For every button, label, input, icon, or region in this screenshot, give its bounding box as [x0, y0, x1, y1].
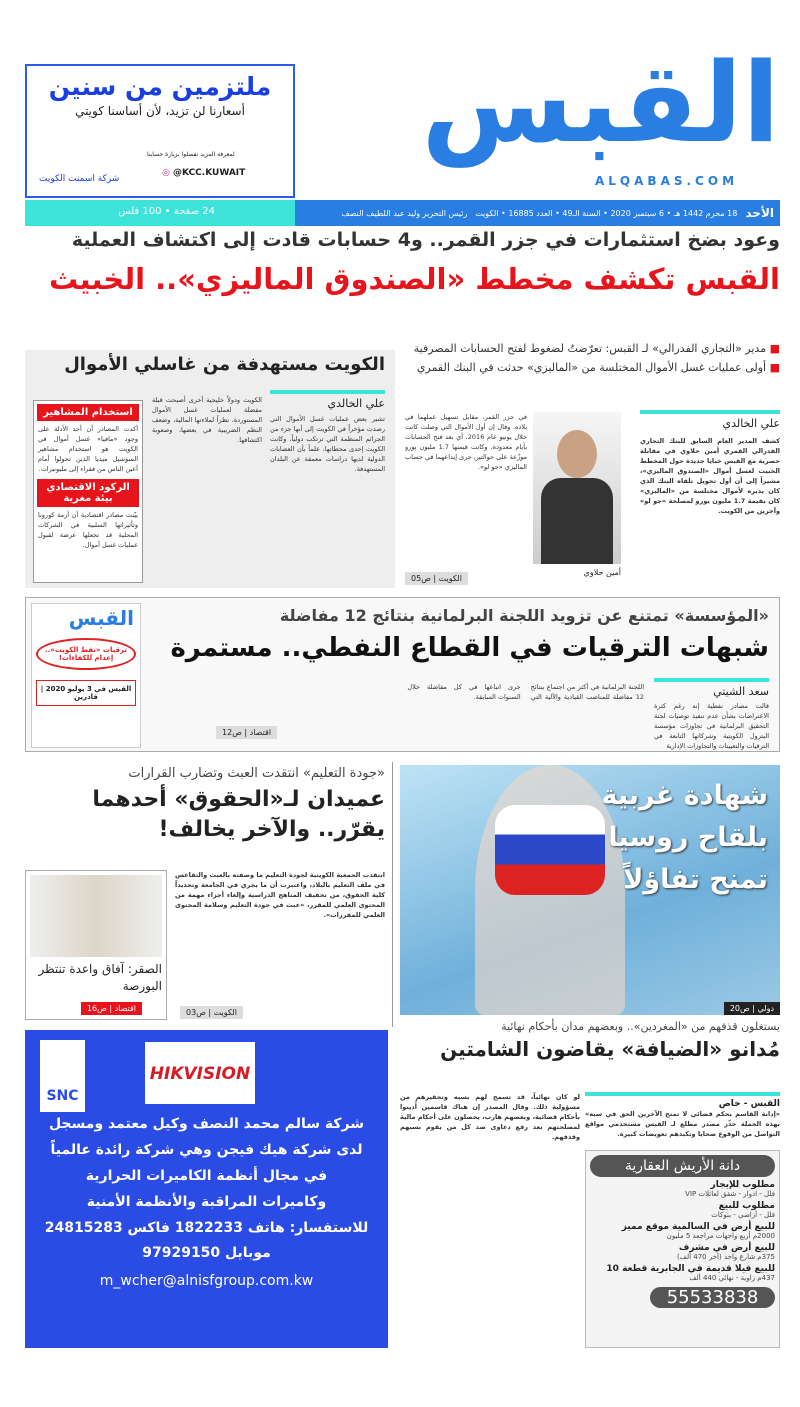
listing-title: للبيع أرض في السالمية موقع مميز — [621, 1222, 775, 1232]
lead-body: كشف المدير العام السابق للبنك التجاري الفدرالي القمري أمين حلاوي في مقابلة حصرية مع القبس خبايا جديدة حول المخطط الخبيث لغسل أموال «الصندوق الماليزي»، مشيراً إلى أن أول تحويل تلقاه البنك الذي كان يديره لأموال مختلسة من «الماليزي» كان بقيمة 1.7 مليون يورو لمصلحة «جو لو» وآخرين من الكويت. — [640, 437, 780, 516]
lead-author-block — [640, 410, 780, 586]
halawi-photo — [533, 412, 621, 564]
hosp-body-cont: لو كان نهائياً، قد تسمح لهم بسبه وتحقيرهم من مسؤولية ذلك. وقال المصدر إن هناك قاسمين أُدينوا بأحكام قضائية، وبعضهم هارب، يحصلون على أحكام مالية لمصلحتهم بعد رفع دعاوى ضد كل من يقوم بسبهم وقذفهم. — [400, 1093, 580, 1142]
oil-body: قالت مصادر نفطية إنه رغم كثرة الاعتراضات بشأن عدم تنفيذ توصيات لجنة التحقيق البرلمانية في تجاوزات مؤسسة البترول الكويتية وشركاتها التابعة في الترقيات والتعيينات والتجاوزات الإدارية — [654, 702, 769, 751]
dateline-bar — [295, 200, 780, 226]
lead-headlines — [25, 228, 780, 298]
edu-headline[interactable]: عميدان لـ«الحقوق» أحدهما يقرّر.. والآخر يخالف! — [92, 787, 385, 842]
listing-detail: فلل - أراضي - بنوكات — [711, 1211, 775, 1219]
ad-line: وكاميرات المراقبة والأنظمة الأمنية — [86, 1193, 327, 1210]
box-body: بيّنت مصادر اقتصادية أن أزمة كورونا وتأثيراتها السلبية في الشركات المحلية قد تجعلها عرضة لقبول عمليات غسل أموال. — [38, 511, 138, 550]
instagram-handle — [162, 168, 245, 178]
hosp-headline[interactable]: مُدانو «الضيافة» يقاضون الشامتين — [440, 1037, 780, 1061]
page-ref-tag[interactable]: دولي | ص20 — [724, 1002, 780, 1015]
ad-email[interactable]: m_wcher@alnisfgroup.com.kw — [99, 1273, 314, 1290]
issue-date: 18 محرم 1442 هـ • 6 سبتمبر 2020 • السنة الـ49 • العدد 16885 • الكويت — [475, 208, 738, 218]
lead-body-cont: في جزر القمر، مقابل تسهيل عملهما في بلاده. وقال إن أول الأموال التي وصلت كانت خلال يونيو عام 2016، أي بعد فتح الحسابات بأيام معدودة، وكانت قيمتها 1.7 مليون يورو موزّعة على حوالتين جرى إيداعهما في حساب الماليزي «جو لو». — [405, 413, 527, 472]
ad-line: شركة سالم محمد النصف وكيل معتمد ومسجل — [48, 1116, 365, 1132]
edu-headlines — [25, 766, 385, 844]
listing-detail: فلل - ادوار - شقق لعائلات VIP — [685, 1190, 775, 1198]
hosp-body: «إدانة القاسم بحكم قضائي لا تمنح الآخرين الحق في سبه» بهذه الجملة حذّر مصدر مطلع لـ القبس مستخدمي مواقع التواصل من الوقوع ضحايا وتكبدهم تعويضات كبيرة. — [585, 1110, 780, 1139]
side-boxes — [33, 400, 143, 583]
hosp-kicker[interactable]: يستغلون قذفهم من «المغردين».. وبعضهم مدان بأحكام نهائية — [501, 1020, 780, 1033]
russian-flag-mask — [495, 805, 605, 895]
oil-kicker[interactable]: «المؤسسة» تمتنع عن تزويد اللجنة البرلمانية بنتائج 12 مفاضلة — [279, 606, 769, 625]
snc-logo: SNC — [40, 1040, 85, 1112]
listing-detail: 2000م أربع واجهات مراجعة 5 مليون — [666, 1232, 775, 1240]
logo-text: القبس — [421, 39, 780, 167]
page-ref-tag[interactable]: اقتصاد | ص16 — [81, 1002, 142, 1015]
ad-note: لمعرفة المزيد تفضلوا بزيارة حسابنا — [147, 151, 235, 158]
snc-ad[interactable] — [25, 1030, 388, 1348]
masthead-logo[interactable] — [365, 39, 780, 198]
byline: سعد الشيتي — [654, 678, 769, 698]
site-url[interactable]: ALQABAS.COM — [595, 174, 739, 188]
byline: علي الخالدي — [640, 410, 780, 430]
listing-title: مطلوب للإيجار — [710, 1180, 775, 1190]
vaccine-headline[interactable] — [602, 775, 768, 901]
listing-title: للبيع فيلا قديمة في الجابرية قطعة 10 — [606, 1264, 775, 1274]
edu-kicker[interactable]: «جودة التعليم» انتقدت العبث وتضارب القرارات — [128, 766, 385, 781]
ad-subtitle: أسعارنا لن تزيد، لأن أساسنا كويتي — [75, 104, 245, 118]
thumb-caption: ترقيات «نفط الكويت».. إعدام للكفاءات! — [36, 638, 136, 670]
bullet-text: مدير «التجاري الفدرالي» لـ القبس: تعرّضتُ لضغوط لفتح الحسابات المصرفية — [413, 342, 767, 355]
listing-detail: 375م شارع واحد (أخر 470 ألف) — [676, 1253, 775, 1261]
side-body: تشير بعض عمليات غسل الأموال التي رصدت مؤخراً في الكويت إلى أنها جزء من الجرائم المنظمة التي ترتكب دولياً، وكانت الكويت إحدى محطاتها، علماً بأن العصابات الدولية لديها دراسات معمقة عن البلدان المستهدفة. — [270, 415, 385, 474]
bullet-text: أولى عمليات غسل الأموال المختلسة من «الماليزي» حدثت في البنك القمري — [416, 361, 767, 374]
instagram-icon: ◎ — [162, 168, 170, 178]
page-ref-tag[interactable]: الكويت | ص03 — [180, 1006, 243, 1019]
price-bar — [25, 200, 295, 226]
headline-line: شهادة غربية — [601, 780, 768, 811]
thumb-logo: القبس — [68, 606, 134, 630]
hosp-headlines — [400, 1020, 780, 1061]
ad-mobile: موبايل 97929150 — [142, 1245, 271, 1262]
classifieds-phone[interactable]: 55533838 — [650, 1287, 775, 1308]
box-caption[interactable]: الصقر: آفاق واعدة تنتظر البورصة — [38, 962, 162, 994]
byline: علي الخالدي — [270, 390, 385, 410]
ad-line: لدى شركة هيك فيجن وهي شركة رائدة عالمياً — [50, 1141, 363, 1158]
listing-title: مطلوب للبيع — [718, 1201, 775, 1211]
ad-company: شركة اسمنت الكويت — [39, 174, 120, 184]
side-body-cont: الكويت ودولاً خليجية أخرى أصبحت قبلة مفضلة لعمليات غسل الأموال المستوردة، نظراً لملاءتها المالية، وضعف النظم الضريبية في بعضها، وصعوبة اكتشافها. — [152, 396, 262, 445]
edu-body: انتقدت الجمعية الكويتية لجودة التعليم ما وصفته بالعبث والتقاعس في ملف التعليم بالبلاد، واعتبرت أن ما يجري في الجامعة وتحديداً كلية الحقوق، من تخفيف المناهج الدراسية وإلغاء أجزاء مهمة من المحتوى العلمي للمقرر، «عبث في جودة التعليم وسلامة المحتوى العلمي للمقررات». — [175, 871, 385, 920]
page-ref-tag[interactable]: اقتصاد | ص12 — [216, 726, 277, 739]
officials-photo — [30, 875, 162, 957]
instagram-text: @KCC.KUWAIT — [173, 168, 246, 178]
price: 24 صفحة • 100 فلس — [118, 206, 215, 217]
photo-caption: أمين حلاوي — [583, 568, 621, 577]
bullet-square-icon: ■ — [766, 361, 780, 374]
archive-thumbnail — [31, 603, 141, 748]
classifieds-ad[interactable] — [585, 1150, 780, 1348]
page-ref-tag[interactable]: الكويت | ص05 — [405, 572, 468, 585]
thumb-headline: القبس في 3 يوليو 2020 | قادرين — [36, 680, 136, 706]
ad-line: في مجال أنظمة الكاميرات الحرارية — [85, 1167, 328, 1184]
hosp-author-block — [585, 1092, 780, 1154]
vaccine-photo[interactable] — [400, 765, 780, 1015]
divider — [392, 762, 393, 1027]
box-body: أكدت المصادر أن أحد الأدلة على وجود «مافيا» غسل أموال في الكويت هو استخدام مشاهير السوشيل ميديا الذين تحولوا أمام أعين الناس من فقراء إلى مليونيرات. — [38, 425, 138, 474]
classifieds-title: دانة الأريش العقارية — [590, 1155, 775, 1177]
oil-story — [25, 597, 780, 752]
bullet — [400, 342, 780, 356]
lead-kicker[interactable]: وعود بضخ استثمارات في جزر القمر.. و4 حسابات قادت إلى اكتشاف العملية — [71, 229, 780, 251]
ad-title: ملتزمين من سنين — [48, 72, 272, 101]
cement-ad[interactable] — [25, 64, 295, 198]
side-headline[interactable]: الكويت مستهدفة من غاسلي الأموال — [64, 354, 385, 375]
bullet-square-icon: ■ — [766, 342, 780, 355]
hikvision-logo: HIKVISION — [145, 1042, 255, 1104]
box-title: الركود الاقتصادي بيئة مغرية — [37, 479, 139, 507]
bourse-box — [25, 870, 167, 1020]
ad-phone: للاستفسار: هاتف 1822233 فاكس 24815283 — [44, 1219, 369, 1236]
listing-detail: 437م زاوية - نهائي 440 ألف — [689, 1274, 775, 1282]
editor: رئيس التحرير وليد عبد اللطيف النصف — [341, 208, 468, 218]
lead-headline[interactable]: القبس تكشف مخطط «الصندوق الماليزي».. الخبيث — [48, 261, 780, 296]
byline: القبس - خاص — [585, 1092, 780, 1109]
oil-body-cont: اللجنة البرلمانية في أكثر من اجتماع بنتائج 12 مفاضلة للمناصب القيادية والآلية التي جرى اتباعها في كل مفاضلة خلال السنوات السابقة. — [407, 683, 644, 702]
listing-title: للبيع أرض في مشرف — [678, 1243, 775, 1253]
box-title: استخدام المشاهير — [37, 404, 139, 421]
bullet — [400, 361, 780, 375]
lead-bullets — [400, 342, 780, 380]
headline-line: بلقاح روسيا — [608, 821, 768, 853]
headline-line: تمنح تفاؤلاً — [623, 863, 768, 895]
oil-headline[interactable]: شبهات الترقيات في القطاع النفطي.. مستمرة — [170, 633, 769, 663]
day: الأحد — [745, 205, 774, 220]
